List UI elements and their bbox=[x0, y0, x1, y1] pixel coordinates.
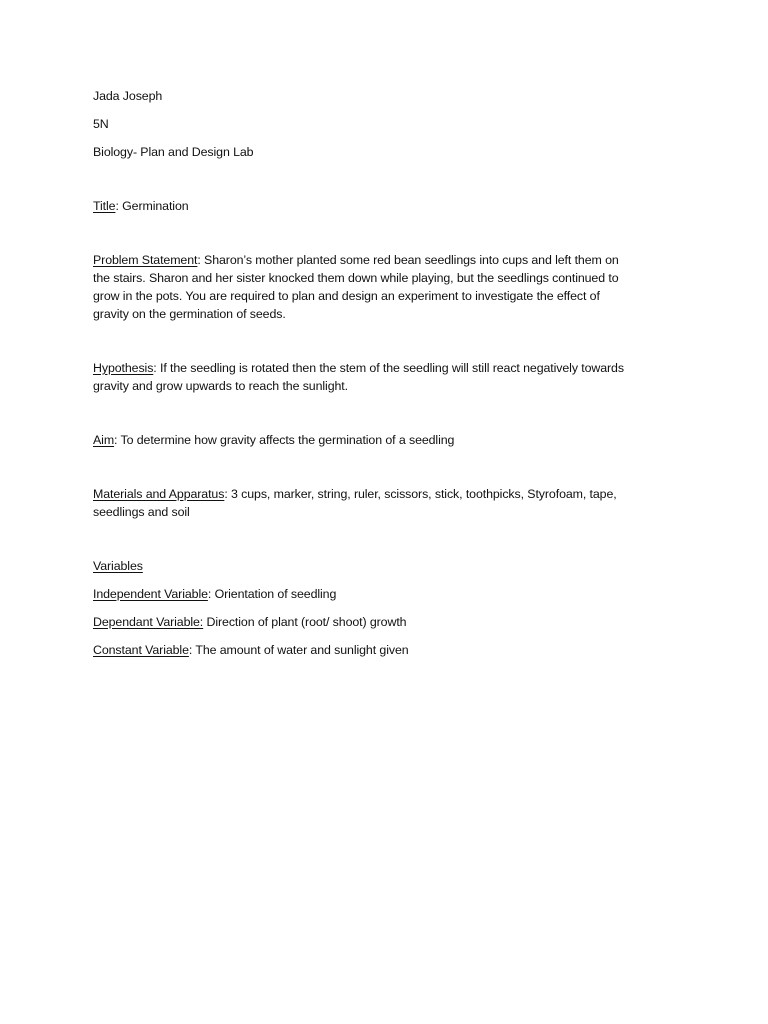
materials-text-2: seedlings and soil bbox=[93, 505, 190, 519]
materials-label: Materials and Apparatus bbox=[93, 487, 225, 501]
problem-text-2: the stairs. Sharon and her sister knocked them down while playing, but the seedlings continued to bbox=[93, 271, 619, 285]
dependent-variable-value: Direction of plant (root/ shoot) growth bbox=[203, 615, 407, 629]
dependent-variable-label: Dependant Variable: bbox=[93, 615, 204, 629]
dependent-variable bbox=[93, 613, 683, 631]
materials-line-1 bbox=[93, 485, 683, 503]
aim-label: Aim bbox=[93, 433, 115, 447]
title-value: : Germination bbox=[115, 199, 189, 213]
aim-value: : To determine how gravity affects the germination of a seedling bbox=[114, 433, 455, 447]
variables-heading bbox=[93, 557, 683, 575]
problem-text-3: grow in the pots. You are required to plan and design an experiment to investigate the effect of bbox=[93, 289, 600, 303]
problem-text-1: Sharon’s mother planted some red bean seedlings into cups and left them on bbox=[200, 253, 619, 267]
hypothesis-text-2: gravity and grow upwards to reach the sunlight. bbox=[93, 379, 348, 393]
constant-variable bbox=[93, 641, 683, 659]
student-name: Jada Joseph bbox=[93, 89, 163, 103]
title-line bbox=[93, 197, 683, 215]
independent-variable bbox=[93, 585, 683, 603]
problem-text-4: gravity on the germination of seeds. bbox=[93, 307, 286, 321]
problem-statement bbox=[93, 251, 683, 323]
title-label: Title bbox=[93, 199, 116, 213]
hypothesis-line-1 bbox=[93, 359, 683, 377]
hypothesis-text-1: : If the seedling is rotated then the stem of the seedling will still react negatively towards bbox=[153, 361, 624, 375]
materials-text-1: : 3 cups, marker, string, ruler, scissors, stick, toothpicks, Styrofoam, tape, bbox=[224, 487, 617, 501]
problem-line-1 bbox=[93, 251, 683, 269]
constant-variable-label: Constant Variable bbox=[93, 643, 189, 657]
independent-variable-label: Independent Variable bbox=[93, 587, 208, 601]
student-class: 5N bbox=[93, 117, 109, 131]
independent-variable-value: : Orientation of seedling bbox=[207, 587, 337, 601]
lab-subject: Biology- Plan and Design Lab bbox=[93, 145, 254, 159]
document-page bbox=[93, 87, 683, 659]
hypothesis bbox=[93, 359, 683, 395]
variables-heading-text: Variables bbox=[93, 559, 143, 573]
hypothesis-label: Hypothesis bbox=[93, 361, 154, 375]
problem-label: Problem Statement bbox=[93, 253, 198, 267]
constant-variable-value: : The amount of water and sunlight given bbox=[188, 643, 409, 657]
materials bbox=[93, 485, 683, 521]
aim-line bbox=[93, 431, 683, 449]
problem-colon: : bbox=[197, 253, 201, 267]
